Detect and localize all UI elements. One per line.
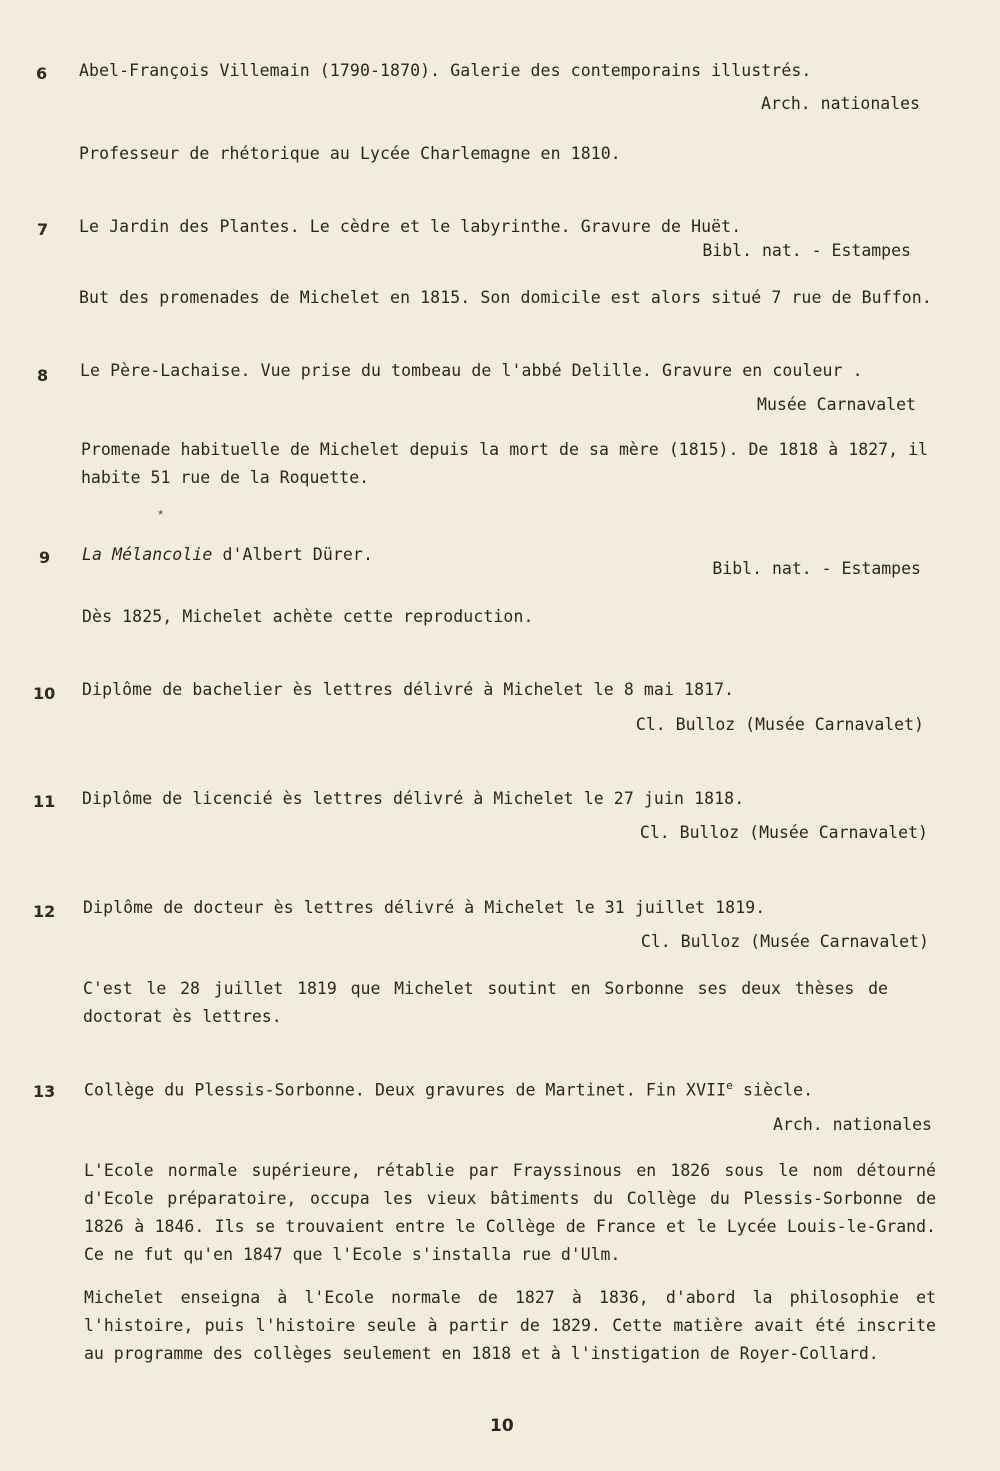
entry-title: Le Père-Lachaise. Vue prise du tombeau de l'abbé Delille. Gravure en couleur . — [80, 361, 863, 380]
entry-source: Cl. Bulloz (Musée Carnavalet) — [635, 715, 924, 734]
entry-number: 12 — [33, 902, 56, 921]
entry-title: Diplôme de licencié ès lettres délivré à Michelet le 27 juin 1818. — [82, 789, 745, 808]
entry-source: Cl. Bulloz (Musée Carnavalet) — [639, 823, 928, 842]
entry-source: Bibl. nat. - Estampes — [702, 241, 911, 260]
entry-source: Cl. Bulloz (Musée Carnavalet) — [640, 932, 929, 951]
entry-source: Bibl. nat. - Estampes — [712, 559, 921, 578]
entry-number: 11 — [33, 792, 56, 811]
entry-source: Musée Carnavalet — [757, 395, 916, 414]
entry-note: L'Ecole normale supérieure, rétablie par Frayssinous en 1826 sous le nom détourné d'Ecole préparatoire, occupa les vieux bâtiments du Collège du Plessis-Sorbonne de 1826 à 1846. Ils se trouvaient entre le Collège de France et le Lycée Louis-le-Grand. Ce ne fut qu'en 1847 que l'Ecole s'installa rue d'Ulm. — [84, 1161, 936, 1264]
entry-title — [84, 1079, 813, 1100]
entry-title: Le Jardin des Plantes. Le cèdre et le labyrinthe. Gravure de Huët. — [79, 217, 742, 236]
entry-note: C'est le 28 juillet 1819 que Michelet soutint en Sorbonne ses deux thèses de doctorat ès lettres. — [83, 979, 888, 1026]
entry-title-main: Collège du Plessis-Sorbonne. Deux gravures de Martinet. Fin XVII — [84, 1080, 727, 1100]
entry-note: Professeur de rhétorique au Lycée Charlemagne en 1810. — [79, 144, 621, 163]
entry-number: 7 — [37, 220, 49, 239]
entry-source: Arch. nationales — [773, 1115, 932, 1134]
entry-number: 13 — [33, 1082, 56, 1101]
entry-title-italic: La Mélancolie — [82, 545, 213, 564]
document-page: 6 Abel-François Villemain (1790-1870). Galerie des contemporains illustrés. Arch. nationales Professeur de rhétorique au Lycée Charlemagne en 1810. 7 Le Jardin des Plantes. Le cèdre et le labyrinthe. Gravure de Huët. Bibl. nat. - Estampes But des promenades de Michelet en 1815. Son domicile est alors situé 7 rue de Buffon. 8 Le Père-Lachaise. Vue prise du tombeau de l'abbé Delille. Gravure en couleur . Musée Carnavalet Promenade habituelle de Michelet depuis la mort de sa mère (1815). De 1818 à 1827, il habite 51 rue de la Roquette. ٭ 9 La Mélancolie d'Albert Dürer. Bibl. nat. - Estampes Dès 1825, Michelet achète cette reproduction. 10 Diplôme de bachelier ès lettres délivré à Michelet le 8 mai 1817. Cl. Bulloz (Musée Carnavalet) 11 Diplôme de licencié ès lettres délivré à Michelet le 27 juin 1818. Cl. Bulloz (Musée Carnavalet) 12 Diplôme de docteur ès lettres délivré à Michelet le 31 juillet 1819. Cl. Bulloz (Musée Carnavalet) C'est le 28 juillet 1819 que Michelet soutint en Sorbonne ses deux thèses de doctorat ès lettres. 13 Collège du Plessis-Sorbonne. Deux gravures de Martinet. Fin XVIIe siècle. Arch. nationales L'Ecole normale supérieure, rétablie par Frayssinous en 1826 sous le nom détourné d'Ecole préparatoire, occupa les vieux bâtiments du Collège du Plessis-Sorbonne de 1826 à 1846. Ils se trouvaient entre le Collège de France et le Lycée Louis-le-Grand. Ce ne fut qu'en 1847 que l'Ecole s'installa rue d'Ulm. Michelet enseigna à l'Ecole normale de 1827 à 1836, d'abord la philosophie et l'histoire, puis l'histoire seule à partir de 1829. Cette matière avait été inscrite au programme des collèges seulement en 1818 et à l'instigation de Royer-Collard. 10 — [33, 61, 936, 1436]
entry-number: 8 — [37, 366, 49, 385]
entry-title-rest: d'Albert Dürer. — [212, 545, 373, 564]
entry-title: Diplôme de docteur ès lettres délivré à Michelet le 31 juillet 1819. — [83, 898, 766, 917]
entry-number: 10 — [33, 684, 56, 703]
entry-note-second: Michelet enseigna à l'Ecole normale de 1827 à 1836, d'abord la philosophie et l'histoire, puis l'histoire seule à partir de 1829. Cette matière avait été inscrite au programme des collèges seulement en 1818 et à l'instigation de Royer-Collard. — [84, 1288, 936, 1363]
entry-title: Diplôme de bachelier ès lettres délivré à Michelet le 8 mai 1817. — [82, 680, 735, 699]
entry-title — [82, 545, 373, 564]
entry-note: But des promenades de Michelet en 1815. Son domicile est alors situé 7 rue de Buffon. — [79, 288, 932, 307]
entry-number: 6 — [36, 64, 48, 83]
page-number: 10 — [490, 1416, 514, 1436]
entry-source: Arch. nationales — [761, 94, 920, 113]
entry-title-end: siècle. — [732, 1080, 814, 1100]
entry-title-superscript: e — [726, 1079, 733, 1092]
entry-number: 9 — [39, 548, 51, 567]
entry-note: Dès 1825, Michelet achète cette reproduction. — [82, 607, 534, 626]
entry-title: Abel-François Villemain (1790-1870). Galerie des contemporains illustrés. — [79, 61, 812, 80]
entry-note: Promenade habituelle de Michelet depuis la mort de sa mère (1815). De 1818 à 1827, il habite 51 rue de la Roquette. — [81, 440, 928, 487]
